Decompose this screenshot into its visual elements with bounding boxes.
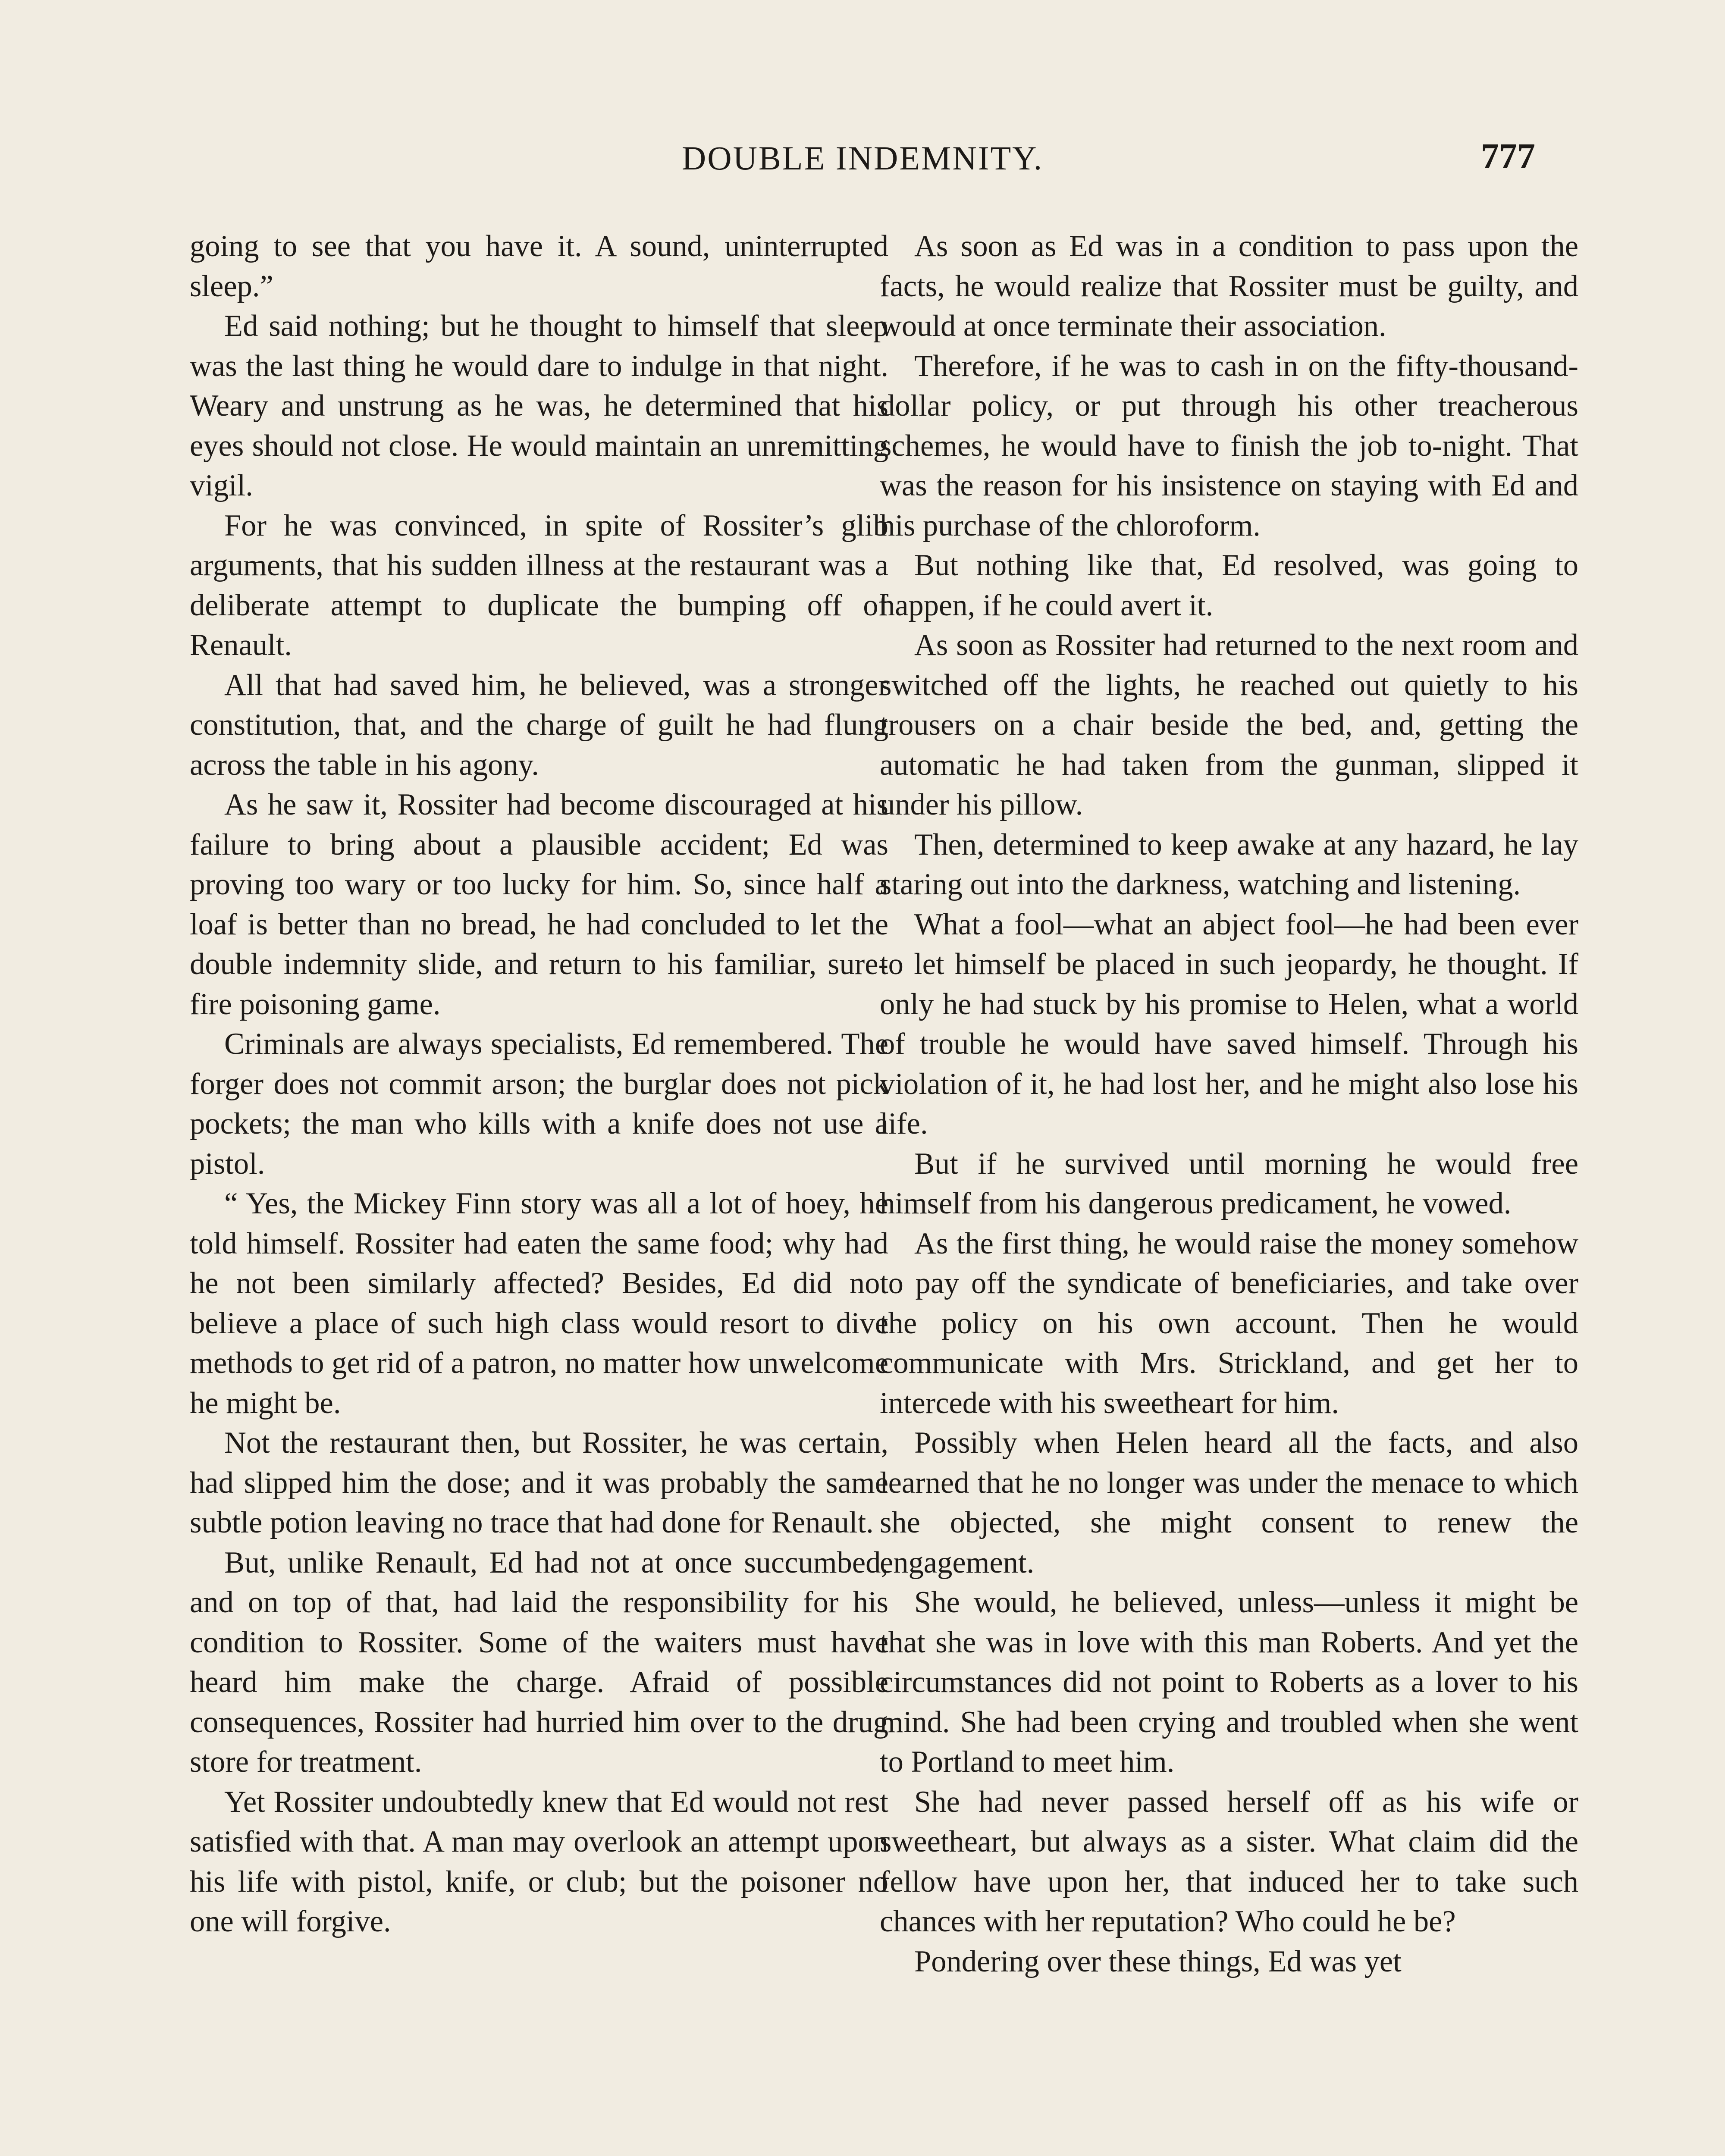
paragraph: She would, he believed, unless—unless it might be that she was in love with this man Roberts. And yet the circumstances did not point to Roberts as a lover to his mind. She had been crying and troubled when she went to Portland to meet him. xyxy=(880,1586,1578,1779)
paragraph: Therefore, if he was to cash in on the fifty-thousand-dollar policy, or put through his other treacherous schemes, he would have to finish the job to-night. That was the reason for his insistence on staying with Ed and his purchase of the chloroform. xyxy=(880,349,1578,542)
left-column xyxy=(190,226,888,1942)
paragraph: Ed said nothing; but he thought to himself that sleep was the last thing he would dare to indulge in that night. Weary and unstrung as he was, he determined that his eyes should not close. He would maintain an unremitting vigil. xyxy=(190,309,888,502)
right-column xyxy=(880,226,1578,1981)
paragraph: As the first thing, he would raise the money somehow to pay off the syndicate of beneficiaries, and take over the policy on his own account. Then he would communicate with Mrs. Strickland, and get her to intercede with his sweetheart for him. xyxy=(880,1226,1578,1420)
paragraph: But nothing like that, Ed resolved, was going to happen, if he could avert it. xyxy=(880,548,1578,622)
paragraph: Pondering over these things, Ed was yet xyxy=(914,1944,1402,1978)
paragraph: All that had saved him, he believed, was a stronger constitution, that, and the charge of guilt he had flung across the table in his agony. xyxy=(190,668,888,782)
paragraph: going to see that you have it. A sound, uninterrupted sleep.” xyxy=(190,229,888,303)
paragraph: For he was convinced, in spite of Rossiter’s glib arguments, that his sudden illness at the restaurant was a deliberate attempt to duplicate the bumping off of Renault. xyxy=(190,508,888,662)
paragraph: Criminals are always specialists, Ed remembered. The forger does not commit arson; the burglar does not pick pockets; the man who kills with a knife does not use a pistol. xyxy=(190,1027,888,1181)
paragraph: Not the restaurant then, but Rossiter, he was certain, had slipped him the dose; and it was probably the same subtle potion leaving no trace that had done for Renault. xyxy=(190,1426,888,1539)
paragraph: As he saw it, Rossiter had become discouraged at his failure to bring about a plausible accident; Ed was proving too wary or too lucky for him. So, since half a loaf is better than no bread, he had concluded to let the double indemnity slide, and return to his familiar, sure-fire poisoning game. xyxy=(190,788,888,1021)
running-title: DOUBLE INDEMNITY. xyxy=(681,139,1044,177)
paragraph: But if he survived until morning he would free himself from his dangerous predicament, he vowed. xyxy=(880,1147,1578,1220)
paragraph: But, unlike Renault, Ed had not at once succumbed, and on top of that, had laid the responsibility for his condition to Rossiter. Some of the waiters must have heard him make the charge. Afraid of possible consequences, Rossiter had hurried him over to the drug store for treatment. xyxy=(190,1545,888,1779)
page-number: 777 xyxy=(1481,136,1535,176)
paragraph: She had never passed herself off as his wife or sweetheart, but always as a sister. What claim did the fellow have upon her, that induced her to take such chances with her reputation? Who could he be? xyxy=(880,1785,1578,1938)
paragraph: Yet Rossiter undoubtedly knew that Ed would not rest satisfied with that. A man may overlook an attempt upon his life with pistol, knife, or club; but the poisoner no one will forgive. xyxy=(190,1785,888,1938)
paragraph: As soon as Rossiter had returned to the next room and switched off the lights, he reached out quietly to his trousers on a chair beside the bed, and, getting the automatic he had taken from the gunman, slipped it under his pillow. xyxy=(880,628,1578,821)
paragraph: “ Yes, the Mickey Finn story was all a lot of hoey, he told himself. Rossiter had eaten the same food; why had he not been similarly affected? Besides, Ed did not believe a place of such high class would resort to dive methods to get rid of a patron, no matter how unwelcome he might be. xyxy=(190,1187,888,1420)
paragraph: Possibly when Helen heard all the facts, and also learned that he no longer was under the menace to which she objected, she might consent to renew the engagement. xyxy=(880,1426,1578,1579)
paragraph: Then, determined to keep awake at any hazard, he lay staring out into the darkness, watching and listening. xyxy=(880,827,1578,901)
paragraph: As soon as Ed was in a condition to pass upon the facts, he would realize that Rossiter must be guilty, and would at once terminate their association. xyxy=(880,229,1578,343)
paragraph: What a fool—what an abject fool—he had been ever to let himself be placed in such jeopardy, he thought. If only he had stuck by his promise to Helen, what a world of trouble he would have saved himself. Through his violation of it, he had lost her, and he might also lose his life. xyxy=(880,907,1578,1141)
